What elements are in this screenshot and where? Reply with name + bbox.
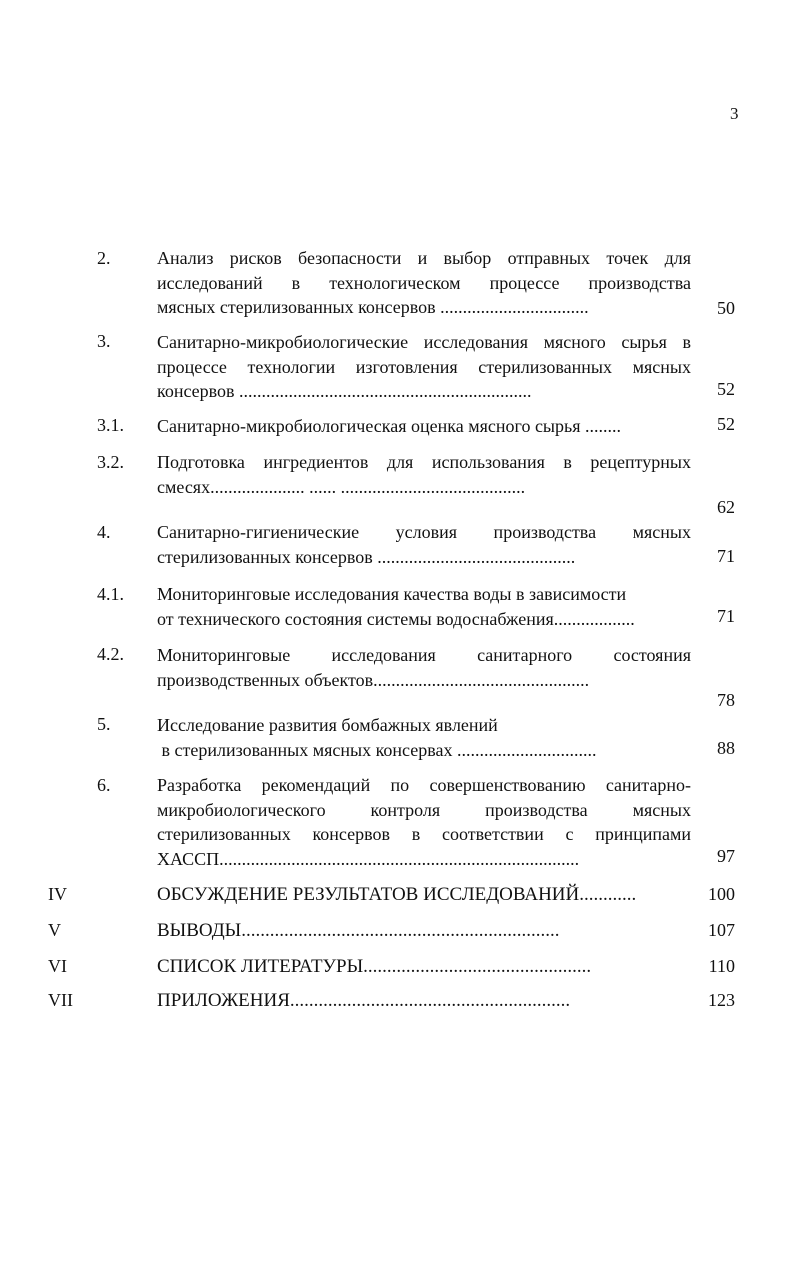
toc-entry-number: 6. (97, 775, 111, 795)
toc-line: процессе технологии изготовления стерилизованных мясных (157, 356, 691, 377)
toc-entry-number: 3. (97, 331, 111, 351)
toc-line: Подготовка ингредиентов для использования в рецептурных (157, 452, 691, 472)
toc-entry-title (157, 414, 691, 439)
toc-line: СПИСОК ЛИТЕРАТУРЫ................................................ (157, 956, 592, 977)
toc-entry-title (157, 989, 691, 1014)
toc-entry-title (157, 643, 691, 692)
toc-entry-title (157, 919, 691, 944)
toc-entry-title (157, 520, 691, 569)
toc-line: Санитарно-гигиенические условия производства мясных (157, 522, 691, 542)
toc-line: Анализ рисков безопасности и выбор отправных точек для (157, 248, 691, 268)
toc-line: Санитарно-микробиологическая оценка мясного сырья ........ (157, 416, 622, 436)
toc-entry-number: VI (48, 956, 67, 976)
toc-line: консервов ................................................................. (157, 381, 532, 401)
toc-entry-page: 71 (717, 606, 735, 626)
toc-line: стерилизованных консервов в соответствии с принципами (157, 824, 691, 844)
page-number: 3 (730, 104, 739, 123)
toc-entry-page: 110 (708, 956, 735, 976)
toc-entry-page: 71 (717, 546, 735, 566)
toc-entry-number: 3.2. (97, 452, 124, 472)
toc-entry-number: 4.1. (97, 584, 124, 604)
toc-line: ПРИЛОЖЕНИЯ........................................................... (157, 990, 571, 1011)
toc-line: исследований в технологическом процессе производства (157, 272, 691, 293)
toc-entry-number: 5. (97, 714, 111, 734)
toc-line: Мониторинговые исследования качества воды в зависимости (157, 584, 627, 604)
toc-entry-page: 123 (708, 990, 735, 1010)
toc-line: Мониторинговые исследования санитарного состояния (157, 645, 691, 665)
toc-line: от технического состояния системы водоснабжения.................. (157, 608, 635, 629)
toc-entry-number: 4. (97, 522, 111, 542)
toc-line: смесях..................... ...... ......................................... (157, 476, 526, 497)
toc-line: ВЫВОДЫ................................................................... (157, 920, 560, 941)
toc-entry-title (157, 883, 691, 908)
toc-entry-number: V (48, 920, 61, 940)
toc-entry-page: 88 (717, 738, 735, 758)
toc-line: мясных стерилизованных консервов ................................. (157, 297, 589, 317)
toc-line: в стерилизованных мясных консервах ............................... (157, 739, 597, 760)
toc-line: производственных объектов................................................ (157, 669, 590, 690)
toc-entry-title (157, 246, 691, 320)
toc-entry-title (157, 450, 691, 499)
toc-entry-title (157, 955, 691, 980)
toc-entry-page: 52 (717, 379, 735, 399)
toc-entry-page: 62 (717, 497, 735, 517)
toc-entry-page: 50 (717, 298, 735, 318)
toc-entry-number: 3.1. (97, 415, 124, 435)
toc-entry-page: 100 (708, 884, 735, 904)
toc-entry-page: 52 (717, 414, 735, 434)
toc-line: Разработка рекомендаций по совершенствованию санитарно- (157, 775, 691, 795)
toc-line: Исследование развития бомбажных явлений (157, 715, 498, 735)
toc-line: микробиологического контроля производства мясных (157, 799, 691, 820)
toc-entry-title (157, 582, 691, 631)
toc-line: ХАССП................................................................................ (157, 848, 580, 869)
toc-entry-number: 4.2. (97, 644, 124, 664)
toc-entry-page: 97 (717, 846, 735, 866)
toc-entry-number: VII (48, 990, 73, 1010)
toc-entry-page: 107 (708, 920, 735, 940)
toc-line: стерилизованных консервов ............................................ (157, 546, 576, 567)
toc-entry-page: 78 (717, 690, 735, 710)
toc-entry-title (157, 330, 691, 404)
toc-entry-title (157, 773, 691, 871)
toc-entry-title (157, 713, 691, 762)
toc-line: Санитарно-микробиологические исследования мясного сырья в (157, 332, 691, 352)
toc-line: ОБСУЖДЕНИЕ РЕЗУЛЬТАТОВ ИССЛЕДОВАНИЙ............ (157, 884, 637, 905)
toc-entry-number: 2. (97, 248, 111, 268)
toc-entry-number: IV (48, 884, 67, 904)
